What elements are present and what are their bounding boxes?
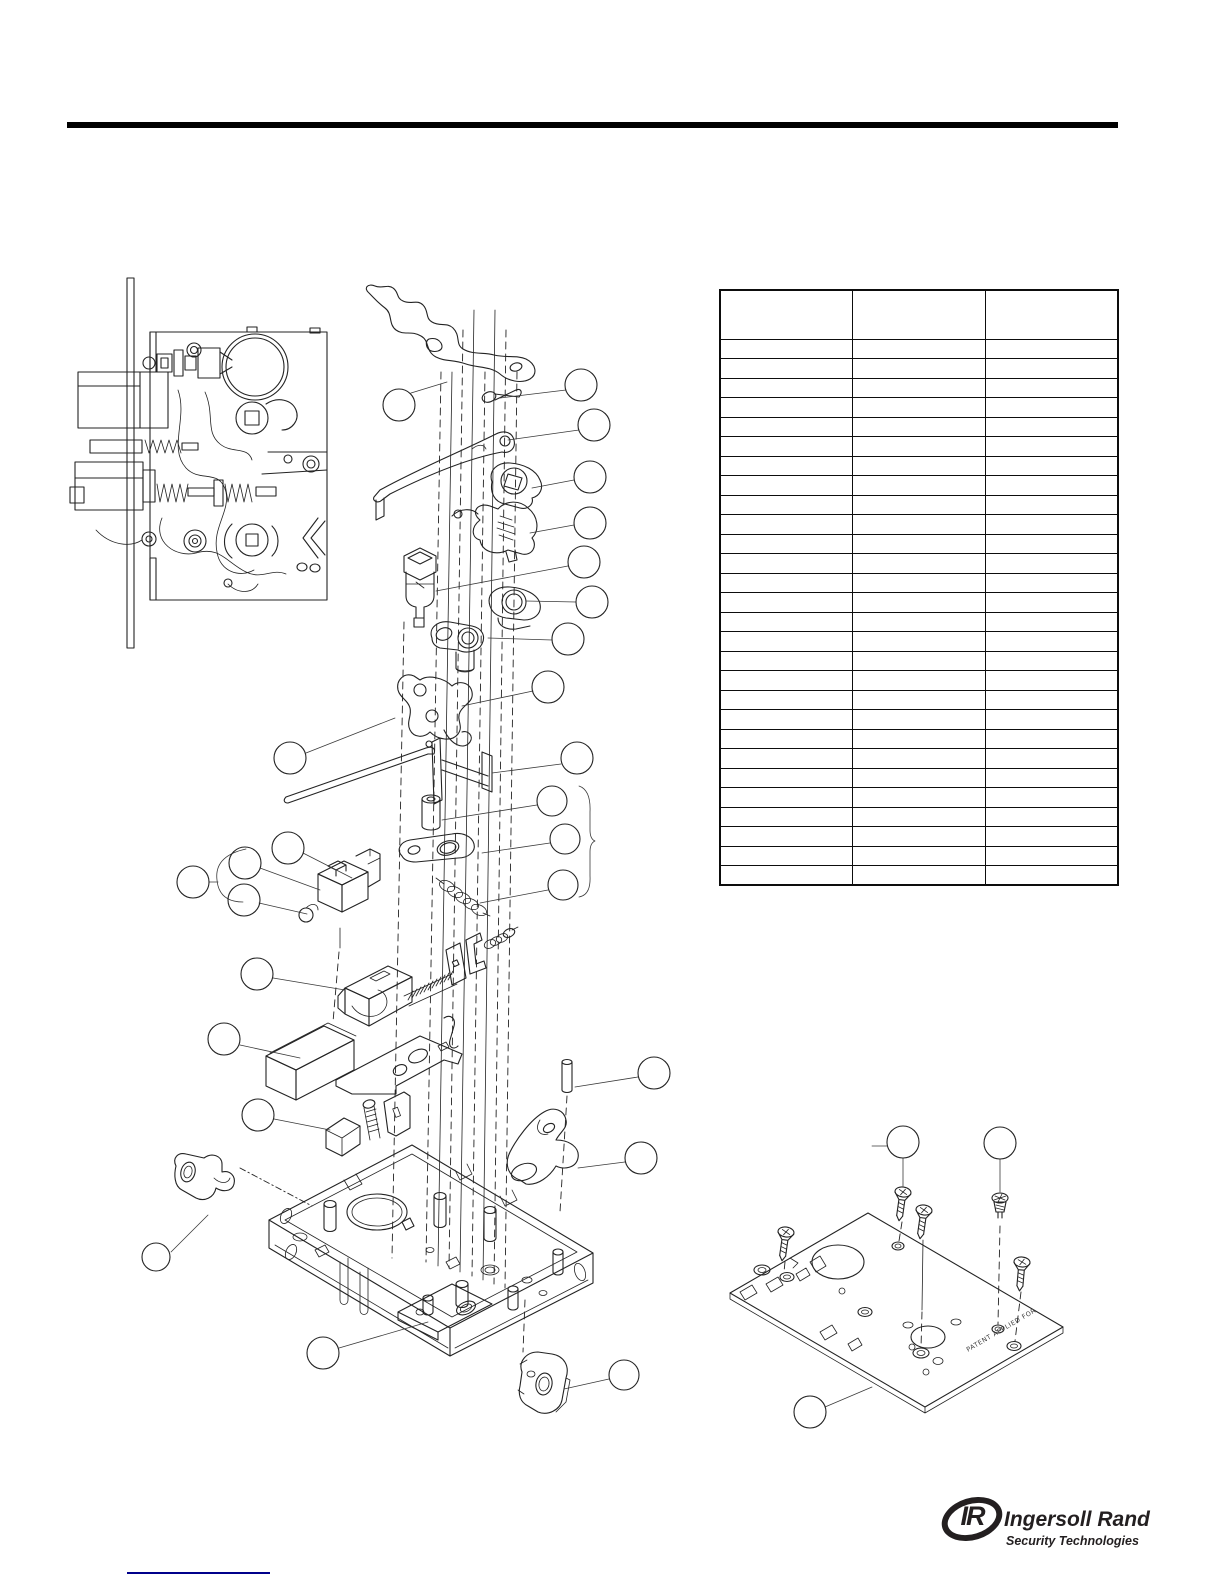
table-cell [985,456,1118,476]
table-cell [985,729,1118,749]
table-cell [853,554,986,574]
part-hook-lever [398,675,473,746]
table-cell [720,749,853,769]
table-cell [853,827,986,847]
mounting-screw [1012,1256,1031,1291]
part-square-cover [518,1352,570,1413]
table-cell [720,807,853,827]
table-cell [853,456,986,476]
table-cell [985,827,1118,847]
table-cell [853,807,986,827]
table-row [720,476,1118,496]
callout-circles [142,369,670,1390]
header-rule [67,122,1118,128]
table-row [720,437,1118,457]
part-deadlatch-adjuster [326,1092,410,1156]
part-solenoid-assembly [338,927,518,1026]
table-cell [853,573,986,593]
table-cell [720,398,853,418]
part-cam-hub-upper [491,463,541,508]
table-cell [720,671,853,691]
parts-table-column [720,290,853,339]
table-cell [985,476,1118,496]
shoulder-screw [992,1193,1008,1218]
part-slider-block [266,1023,356,1100]
table-cell [853,671,986,691]
table-cell [720,788,853,808]
mounting-screw [774,1226,795,1262]
table-cell [853,651,986,671]
table-cell [853,437,986,457]
part-case-tray [269,1145,593,1356]
table-cell [853,398,986,418]
table-row [720,554,1118,574]
table-cell [720,593,853,613]
table-cell [853,710,986,730]
table-cell [720,710,853,730]
table-cell [985,515,1118,535]
part-micro-switch [299,849,380,922]
table-cell [720,846,853,866]
table-cell [985,651,1118,671]
part-cylinder-post [422,795,440,830]
table-cell [985,398,1118,418]
table-cell [720,729,853,749]
table-row [720,398,1118,418]
table-cell [720,495,853,515]
table-cell [985,690,1118,710]
table-cell [985,495,1118,515]
part-guide-plate [336,1016,462,1094]
table-cell [720,534,853,554]
table-cell [985,710,1118,730]
table-cell [853,534,986,554]
part-pin [562,1060,572,1093]
table-row [720,456,1118,476]
part-face-chip [175,1154,312,1206]
table-row [720,671,1118,691]
patent-engraving: PATENT APPLIED FOR [964,1306,1038,1354]
table-row [720,729,1118,749]
parts-table-column [853,290,986,339]
table-cell [853,749,986,769]
parts-table [719,289,1119,886]
table-cell [853,359,986,379]
exploded-axis-lines [333,310,567,1352]
table-cell [985,612,1118,632]
part-cam-hub-switch [452,502,537,562]
table-row [720,710,1118,730]
part-oval-plate-bushing [431,622,483,672]
table-cell [985,632,1118,652]
cover-plate-diagram [730,1126,1063,1428]
table-cell [985,417,1118,437]
table-cell [720,339,853,359]
table-cell [720,612,853,632]
table-row [720,768,1118,788]
table-cell [853,417,986,437]
table-cell [720,456,853,476]
table-row [720,495,1118,515]
table-row [720,417,1118,437]
ingersoll-rand-logo [938,1492,1198,1564]
part-retaining-clip [481,389,521,404]
table-cell [853,378,986,398]
table-cell [853,632,986,652]
part-top-lever-plate [366,285,535,381]
table-cell [985,534,1118,554]
ir-monogram: IR [960,1500,984,1531]
table-cell [853,690,986,710]
table-row [720,378,1118,398]
table-cell [985,768,1118,788]
table-cell [853,788,986,808]
table-cell [720,554,853,574]
table-cell [985,359,1118,379]
part-spindle [404,548,436,627]
table-cell [985,339,1118,359]
table-cell [985,437,1118,457]
table-cell [985,378,1118,398]
table-cell [720,827,853,847]
part-actuator-rod [284,741,434,803]
part-link-plate [399,833,474,862]
table-cell [985,554,1118,574]
table-row [720,515,1118,535]
logo-company-name: Ingersoll Rand [1004,1508,1150,1531]
table-row [720,651,1118,671]
table-row [720,632,1118,652]
table-cell [720,866,853,886]
part-t-bracket [432,738,492,804]
table-cell [720,417,853,437]
table-cell [853,768,986,788]
table-cell [985,866,1118,886]
table-cell [720,476,853,496]
table-cell [985,593,1118,613]
table-cell [985,807,1118,827]
table-cell [720,515,853,535]
table-row [720,749,1118,769]
table-cell [985,846,1118,866]
parts-table-header [720,290,1118,339]
table-cell [985,749,1118,769]
table-row [720,534,1118,554]
table-row [720,827,1118,847]
table-cell [853,515,986,535]
table-row [720,612,1118,632]
table-cell [853,866,986,886]
mounting-screw [891,1186,912,1222]
table-cell [853,612,986,632]
table-cell [985,671,1118,691]
table-row [720,866,1118,886]
table-cell [720,768,853,788]
table-row [720,807,1118,827]
part-cam-hub-lower [489,587,540,629]
table-cell [853,495,986,515]
assembled-lock-diagram [70,278,327,648]
table-cell [853,846,986,866]
table-cell [853,339,986,359]
parts-table-column [985,290,1118,339]
table-cell [720,632,853,652]
table-cell [853,729,986,749]
parts-table-body [720,339,1118,885]
table-cell [853,593,986,613]
table-cell [985,573,1118,593]
table-cell [720,359,853,379]
table-cell [720,690,853,710]
footer-link[interactable] [127,1572,270,1574]
table-cell [853,476,986,496]
table-cell [720,573,853,593]
table-row [720,339,1118,359]
part-hub-retainer [507,1109,578,1184]
table-cell [720,437,853,457]
table-row [720,846,1118,866]
logo-tagline: Security Technologies [1006,1534,1139,1548]
table-cell [720,651,853,671]
table-row [720,359,1118,379]
table-row [720,573,1118,593]
table-row [720,593,1118,613]
table-row [720,690,1118,710]
mounting-screw [912,1204,933,1240]
table-row [720,788,1118,808]
table-cell [985,788,1118,808]
table-cell [720,378,853,398]
